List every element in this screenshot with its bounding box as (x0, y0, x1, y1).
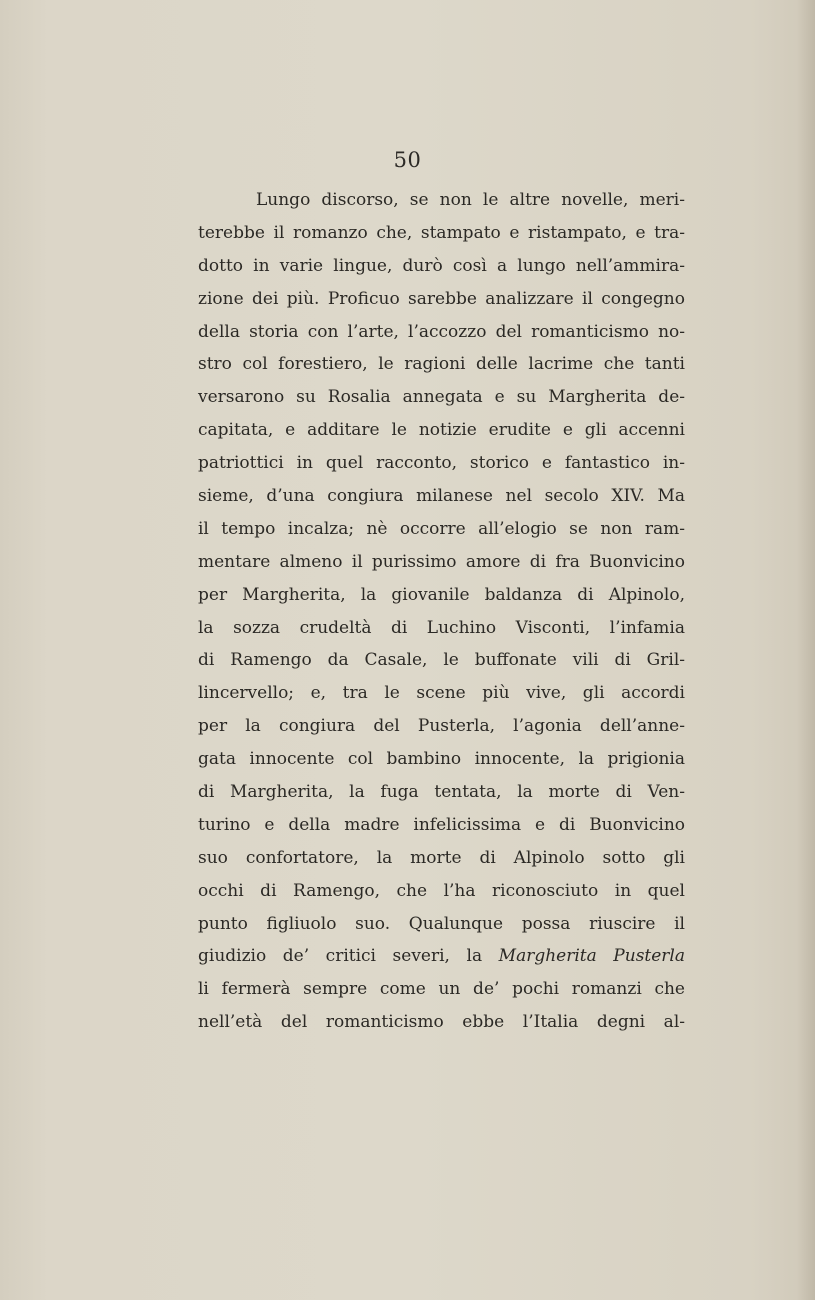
text-line: nell’età del romanticismo ebbe l’Italia degni al- (198, 1012, 685, 1033)
text-line: capitata, e additare le notizie erudite e gli accenni (198, 420, 685, 441)
text-line: gata innocente col bambino innocente, la prigionia (198, 749, 685, 770)
text-line: punto figliuolo suo. Qualunque possa riuscire il (198, 913, 685, 934)
text-line: patriottici in quel racconto, storico e fantastico in- (198, 453, 685, 474)
text-line: sieme, d’una congiura milanese nel secolo XIV. Ma (198, 486, 685, 507)
text-line: suo confortatore, la morte di Alpinolo sotto gli (198, 847, 685, 868)
book-title-italic: Margherita Pusterla (498, 946, 686, 967)
text-line: della storia con l’arte, l’accozzo del romanticismo no- (198, 321, 685, 342)
page-number: 50 (393, 148, 422, 172)
text-line: terebbe il romanzo che, stampato e ristampato, e tra- (198, 222, 685, 243)
text-line: il tempo incalza; nè occorre all’elogio se non ram- (198, 518, 685, 539)
text-line-roman: giudizio de’ critici severi, la (198, 946, 483, 967)
text-line: li fermerà sempre come un de’ pochi romanzi che (198, 979, 685, 1000)
text-line: mentare almeno il purissimo amore di fra Buonvicino (198, 551, 685, 572)
text-line (198, 940, 685, 973)
text-line: zione dei più. Proficuo sarebbe analizzare il congegno (198, 288, 685, 309)
text-line: stro col forestiero, le ragioni delle lacrime che tanti (198, 354, 685, 375)
text-line: turino e della madre infelicissima e di Buonvicino (198, 814, 685, 835)
text-line: di Margherita, la fuga tentata, la morte di Ven- (198, 782, 685, 803)
body-text (198, 184, 685, 1039)
text-line: occhi di Ramengo, che l’ha riconosciuto in quel (198, 880, 685, 901)
text-line: per Margherita, la giovanile baldanza di Alpinolo, (198, 584, 685, 605)
text-line: di Ramengo da Casale, le buffonate vili di Gril- (198, 650, 685, 671)
text-line: per la congiura del Pusterla, l’agonia dell’anne- (198, 716, 685, 737)
text-line: lincervello; e, tra le scene più vive, gli accordi (198, 683, 685, 704)
text-line: versarono su Rosalia annegata e su Margherita de- (198, 387, 685, 408)
text-line: Lungo discorso, se non le altre novelle, meri- (256, 190, 685, 210)
text-line: dotto in varie lingue, durò così a lungo nell’ammira- (198, 255, 685, 276)
text-line: la sozza crudeltà di Luchino Visconti, l’infamia (198, 617, 685, 638)
